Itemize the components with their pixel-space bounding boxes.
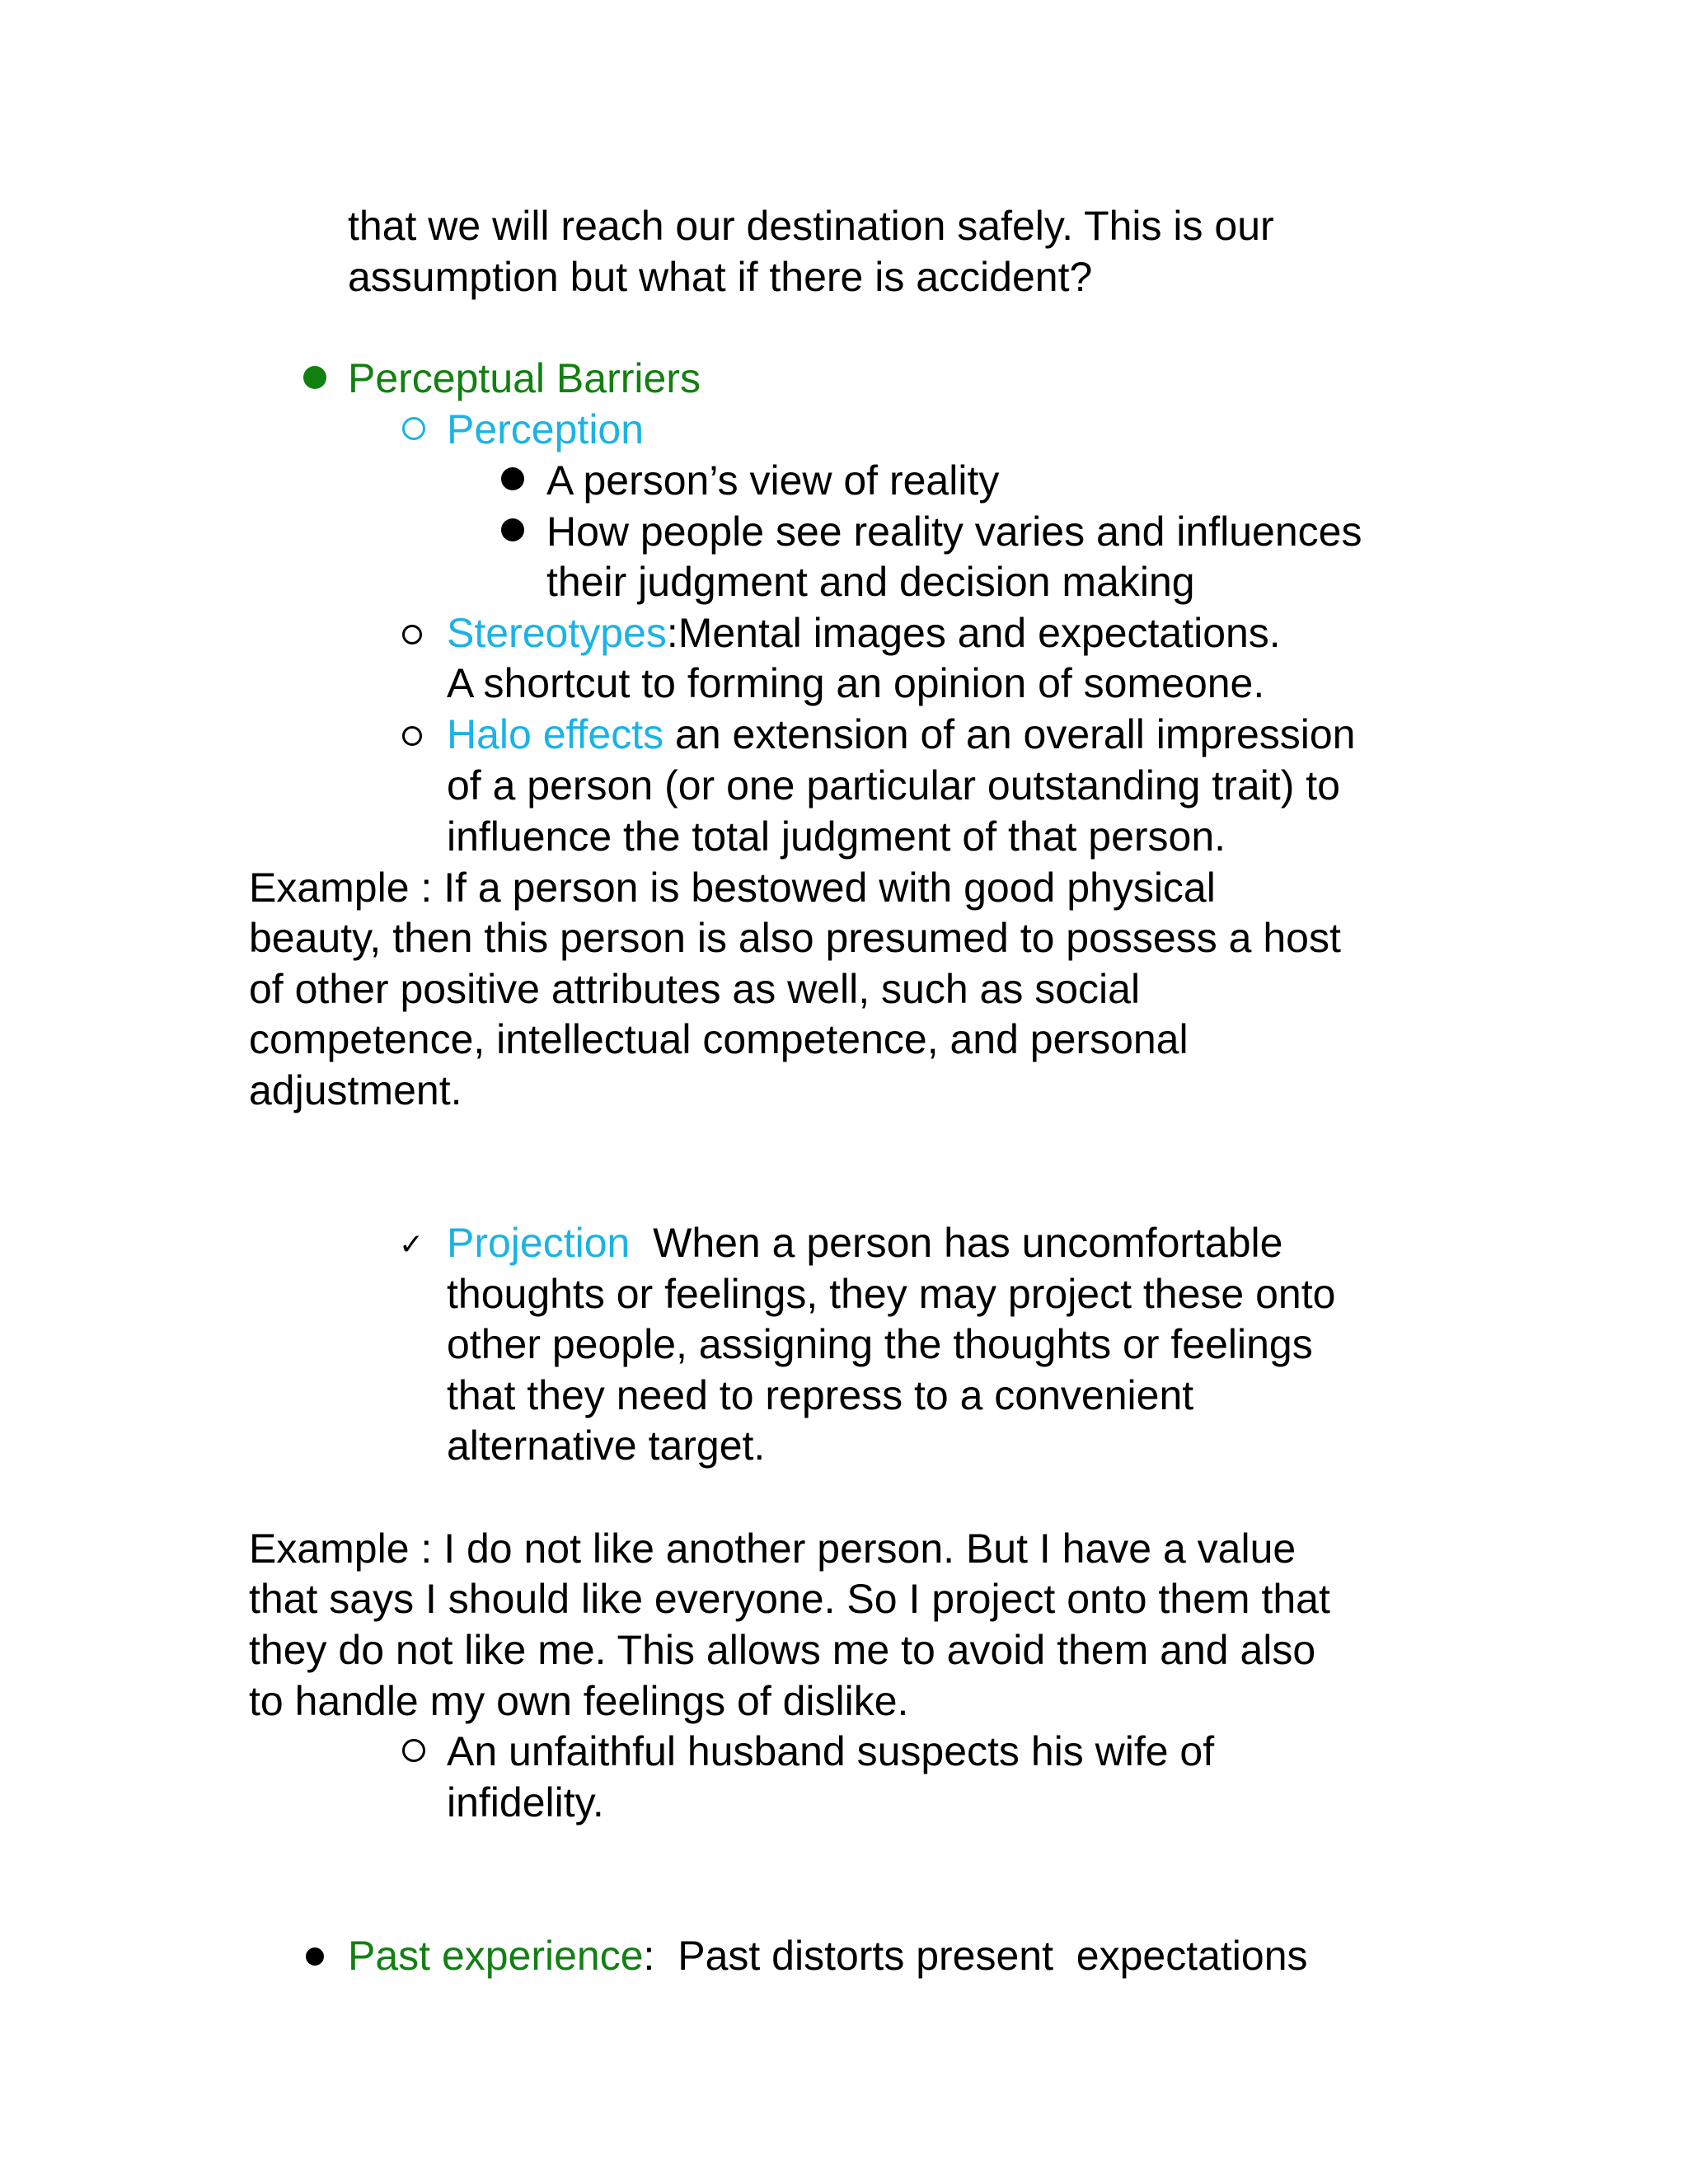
- stereotypes-label: Stereotypes: [447, 610, 667, 656]
- projection-line-3: other people, assigning the thoughts or feelings: [447, 1321, 1313, 1367]
- perception-item-2: How people see reality varies and influences: [546, 509, 1362, 555]
- intro-line-1: that we will reach our destination safely. This is our: [348, 203, 1274, 249]
- stereotypes-line-2: A shortcut to forming an opinion of someone.: [447, 660, 1265, 706]
- example1-line-2: beauty, then this person is also presumed to possess a host: [249, 915, 1341, 961]
- example2-line-4: to handle my own feelings of dislike.: [249, 1678, 909, 1724]
- intro-line-2: assumption but what if there is accident?: [348, 254, 1093, 300]
- projection-text: When a person has uncomfortable: [630, 1220, 1283, 1266]
- halo-text: an extension of an overall impression: [663, 711, 1356, 757]
- unfaithful-line-2: infidelity.: [447, 1779, 604, 1825]
- past-experience-label: Past experience: [348, 1933, 644, 1979]
- past-experience-text: : Past distorts present expectations: [643, 1933, 1308, 1979]
- example1-line-1: Example : If a person is bestowed with good physical: [249, 865, 1216, 911]
- halo-line-2: of a person (or one particular outstanding trait) to: [447, 762, 1340, 808]
- green-bullet-icon: [303, 366, 326, 389]
- example1-line-4: competence, intellectual competence, and personal: [249, 1016, 1189, 1062]
- ring-bullet-icon: [402, 726, 422, 746]
- stereotypes-text: :Mental images and expectations.: [666, 610, 1281, 656]
- halo-label: Halo effects: [447, 711, 664, 757]
- black-bullet-icon: [306, 1947, 324, 1966]
- halo-line-3: influence the total judgment of that person.: [447, 813, 1226, 860]
- ring-bullet-icon: [402, 1739, 425, 1762]
- halo-line-1: [447, 709, 1355, 760]
- perception-item-1: A person’s view of reality: [546, 457, 1000, 504]
- projection-line-1: [447, 1217, 1282, 1268]
- past-experience-line: [348, 1930, 1308, 1981]
- example2-line-1: Example : I do not like another person. But I have a value: [249, 1526, 1296, 1572]
- black-bullet-icon: [501, 518, 524, 541]
- example1-line-5: adjustment.: [249, 1067, 462, 1113]
- stereotypes-line-1: [447, 607, 1281, 658]
- projection-line-5: alternative target.: [447, 1422, 766, 1469]
- ring-bullet-icon: [402, 625, 422, 644]
- perception-item-2-cont: their judgment and decision making: [546, 559, 1195, 605]
- projection-line-2: thoughts or feelings, they may project these onto: [447, 1271, 1336, 1317]
- black-bullet-icon: [501, 467, 524, 490]
- perceptual-barriers-heading: Perceptual Barriers: [348, 355, 701, 401]
- example2-line-2: that says I should like everyone. So I project onto them that: [249, 1576, 1330, 1622]
- projection-line-4: that they need to repress to a convenient: [447, 1372, 1194, 1418]
- unfaithful-line-1: An unfaithful husband suspects his wife of: [447, 1728, 1215, 1774]
- example2-line-3: they do not like me. This allows me to avoid them and also: [249, 1627, 1316, 1673]
- ring-bullet-icon: [402, 417, 425, 440]
- example1-line-3: of other positive attributes as well, such as social: [249, 966, 1141, 1012]
- perception-label: Perception: [447, 406, 645, 452]
- projection-label: Projection: [447, 1220, 631, 1266]
- checkmark-icon: ✓: [399, 1227, 424, 1261]
